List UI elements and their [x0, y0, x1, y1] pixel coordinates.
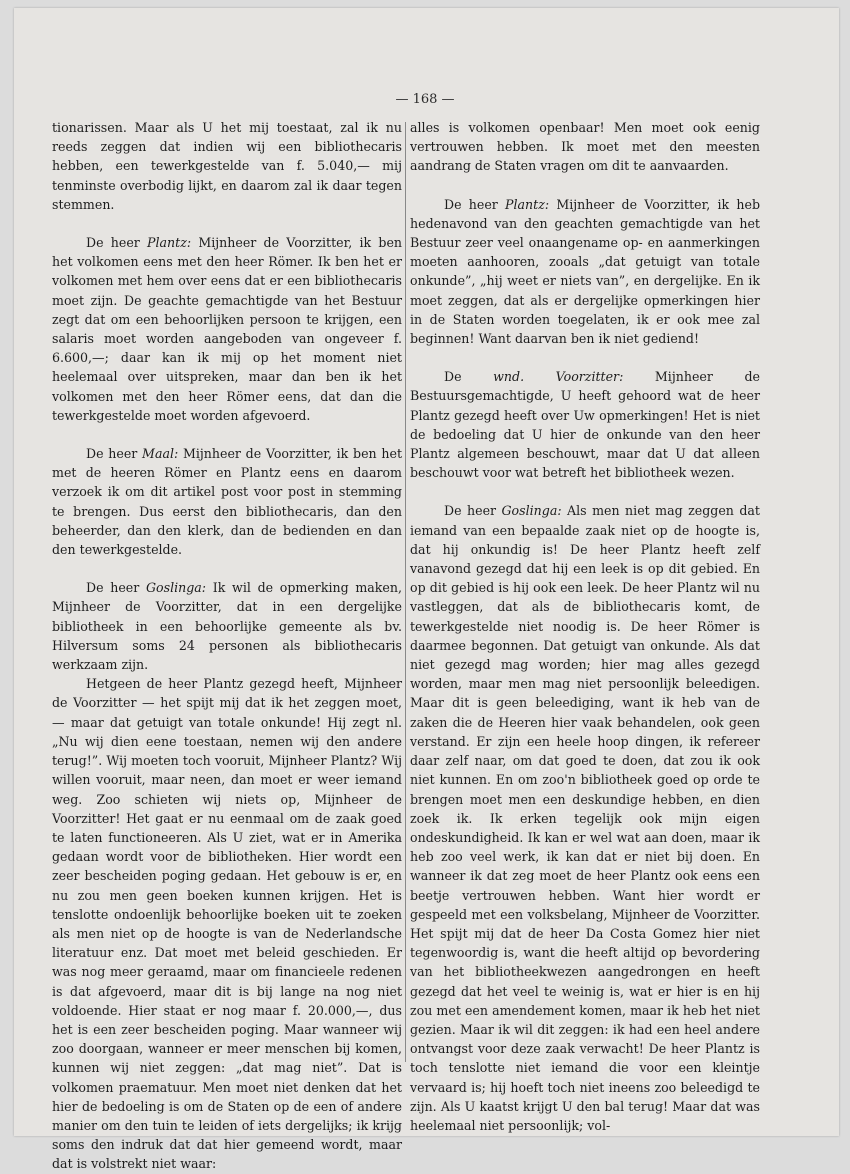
column-divider	[405, 122, 406, 1062]
speech-text: Als men niet mag zeggen dat iemand van een bepaalde zaak niet op de hoogte is, dat hij onkundig is! De heer Plantz heeft zelf vanavond gezegd dat hij een leek is op dit gebied. En op dit gebied is hij ook een leek. De heer Plantz wil nu vastleggen, dat als de bibliothecaris komt, de tewerkgestelde niet noodig is. De heer Römer is daarmee begonnen. Dat getuigt van onkunde. Als dat niet gezegd mag worden; hier mag alles gezegd worden, maar men mag niet persoonlijk beleedigen. Maar dit is geen beleediging, want ik heb van de zaken die de Heeren hier vaak behandelen, ook geen verstand. Er zijn een heele hoop dingen, ik refereer daar zelf naar, om dat goed te doen, dat zou ik ook niet kunnen. En om zoo'n bibliotheek goed op orde te brengen moet men een deskundige hebben, en dien zoek ik. Ik erken tegelijk ook mijn eigen ondeskundigheid. Ik kan er wel wat aan doen, maar ik heb zoo veel werk, ik kan dat er niet bij doen. En wanneer ik dat zeg moet de heer Plantz ook eens een beetje vertrouwen hebben. Want hier wordt er gespeeld met een volksbelang, Mijnheer de Voorzitter. Het spijt mij dat de heer Da Costa Gomez hier niet tegenwoordig is, want die heeft altijd op bevordering van het bibliotheekwezen aangedrongen en heeft gezegd dat het veel te weinig is, wat er hier is en hij zou met een amendement komen, maar ik heb het niet gezien. Maar ik wil dit zeggen: ik had een heel andere ontvangst voor deze zaak verwacht! De heer Plantz is toch tenslotte niet iemand die voor een kleintje vervaard is; hij hoeft toch niet ineens zoo beleedigd te zijn. Als U kaatst krijgt U den bal terug! Maar dat was heelemaal niet persoonlijk; vol-	[410, 503, 760, 1133]
speaker-name: Plantz:	[505, 196, 550, 212]
speaker-prefix: De heer	[444, 196, 506, 212]
speaker-prefix: De heer	[86, 580, 146, 596]
speech-text: Ik wil de opmerking maken, Mijnheer de Voorzitter, dat in een dergelijke bibliotheek in een behoorlijke gemeente als bv. Hilversum soms 24 personen als bibliothecaris werkzaam zijn.	[52, 580, 402, 673]
speaker-name: wnd. Voorzitter:	[493, 369, 624, 385]
speaker-name: Maal:	[142, 446, 179, 462]
paragraph: tionarissen. Maar als U het mij toestaat, zal ik nu reeds zeggen dat indien wij een bibliothecaris hebben, een tewerkgestelde van f. 5.040,— mij tenminste overbodig lijkt, en daarom zal ik daar tegen stemmen.	[52, 120, 402, 212]
speech-text: Mijnheer de Bestuursgemachtigde, U heeft gehoord wat de heer Plantz gezegd heeft over Uw opmerkingen! Het is niet de bedoeling dat U hier de onkunde van den heer Plantz algemeen beschouwt, maar dat U dat alleen beschouwt voor wat betreft het bibliotheek wezen.	[410, 369, 760, 481]
right-column	[410, 118, 760, 1135]
speaker-name: Goslinga:	[145, 580, 207, 596]
speech-text: Mijnheer de Voorzitter, ik ben het met de heeren Römer en Plantz eens en daarom verzoek ik om dit artikel post voor post in stemming te brengen. Dus eerst den bibliothecaris, dan den beheerder, dan den klerk, dan de bedienden en dan den tewerkgestelde.	[52, 446, 402, 558]
paragraph	[410, 195, 760, 349]
paragraph	[410, 501, 760, 1135]
speaker-name: Goslinga:	[501, 503, 562, 519]
paragraph	[52, 578, 402, 674]
paragraph: Hetgeen de heer Plantz gezegd heeft, Mijnheer de Voorzitter — het spijt mij dat ik het zeggen moet, — maar dat getuigt van totale onkunde! Hij zegt nl. „Nu wij dien eene toestaan, nemen wij den andere terug!”. Wij moeten toch vooruit, Mijnheer Plantz? Wij willen vooruit, maar neen, dan moet er weer iemand weg. Zoo schieten wij niets op, Mijnheer de Voorzitter! Het gaat er nu eenmaal om de zaak goed te laten functioneeren. Als U ziet, wat er in Amerika gedaan wordt voor de bibliotheken. Hier wordt een zeer bescheiden poging gedaan. Het gebouw is er, en nu zou men geen boeken kunnen krijgen. Het is tenslotte ondoenlijk behoorlijke boeken uit te zoeken als men niet op de hoogte is van de Nederlandsche literatuur enz. Dat moet met beleid geschieden. Er was nog meer geraamd, maar om financieele redenen is dat afgevoerd, maar dit is bij lange na nog niet voldoende. Hier staat er nog maar f. 20.000,—, dus het is een zeer bescheiden poging. Maar wanneer wij zoo doorgaan, wanneer er meer menschen bij komen, kunnen wij niet zeggen: „dat mag niet”. Dat is volkomen praematuur. Men moet niet denken dat het hier de bedoeling is om de Staten op de een of andere manier om den tuin te leiden of iets dergelijks; ik krijg soms den indruk dat dat hier gemeend wordt, maar dat is volstrekt niet waar:	[52, 676, 402, 1172]
speaker-prefix: De heer	[86, 235, 148, 251]
speaker-name: Plantz:	[147, 235, 192, 251]
paragraph: alles is volkomen openbaar! Men moet ook eenig vertrouwen hebben. Ik moet met den meesten aandrang de Staten vragen om dit te aanvaarden.	[410, 120, 760, 174]
page-number: — 168 —	[395, 92, 455, 107]
speech-text: Mijnheer de Voorzitter, ik ben het volkomen eens met den heer Römer. Ik ben het er volkomen met hem over eens dat er een bibliothecaris moet zijn. De geachte gemachtigde van het Bestuur zegt dat om een behoorlijken persoon te krijgen, een salaris moet worden aangeboden van ongeveer f. 6.600,—; daar kan ik mij op het moment niet heelemaal over uitspreken, maar dan ben ik het volkomen met den heer Römer eens, dat dan die tewerkgestelde moet worden afgevoerd.	[52, 235, 403, 423]
speech-text: Mijnheer de Voorzitter, ik heb hedenavond van den geachten gemachtigde van het Bestuur zeer veel onaangename op- en aanmerkingen moeten aanhooren, zooals „dat getuigt van totale onkunde”, „hij weet er niets van”, en dergelijke. En ik moet zeggen, dat als er dergelijke opmerkingen hier in de Staten worden toegelaten, ik er ook mee zal beginnen! Want daarvan ben ik niet gediend!	[410, 196, 761, 347]
paragraph	[410, 367, 760, 482]
speaker-prefix: De heer	[444, 503, 502, 519]
paragraph	[52, 444, 402, 559]
speaker-prefix: De	[444, 369, 494, 385]
left-column	[52, 118, 402, 1174]
paragraph	[52, 233, 402, 425]
speaker-prefix: De heer	[86, 446, 143, 462]
